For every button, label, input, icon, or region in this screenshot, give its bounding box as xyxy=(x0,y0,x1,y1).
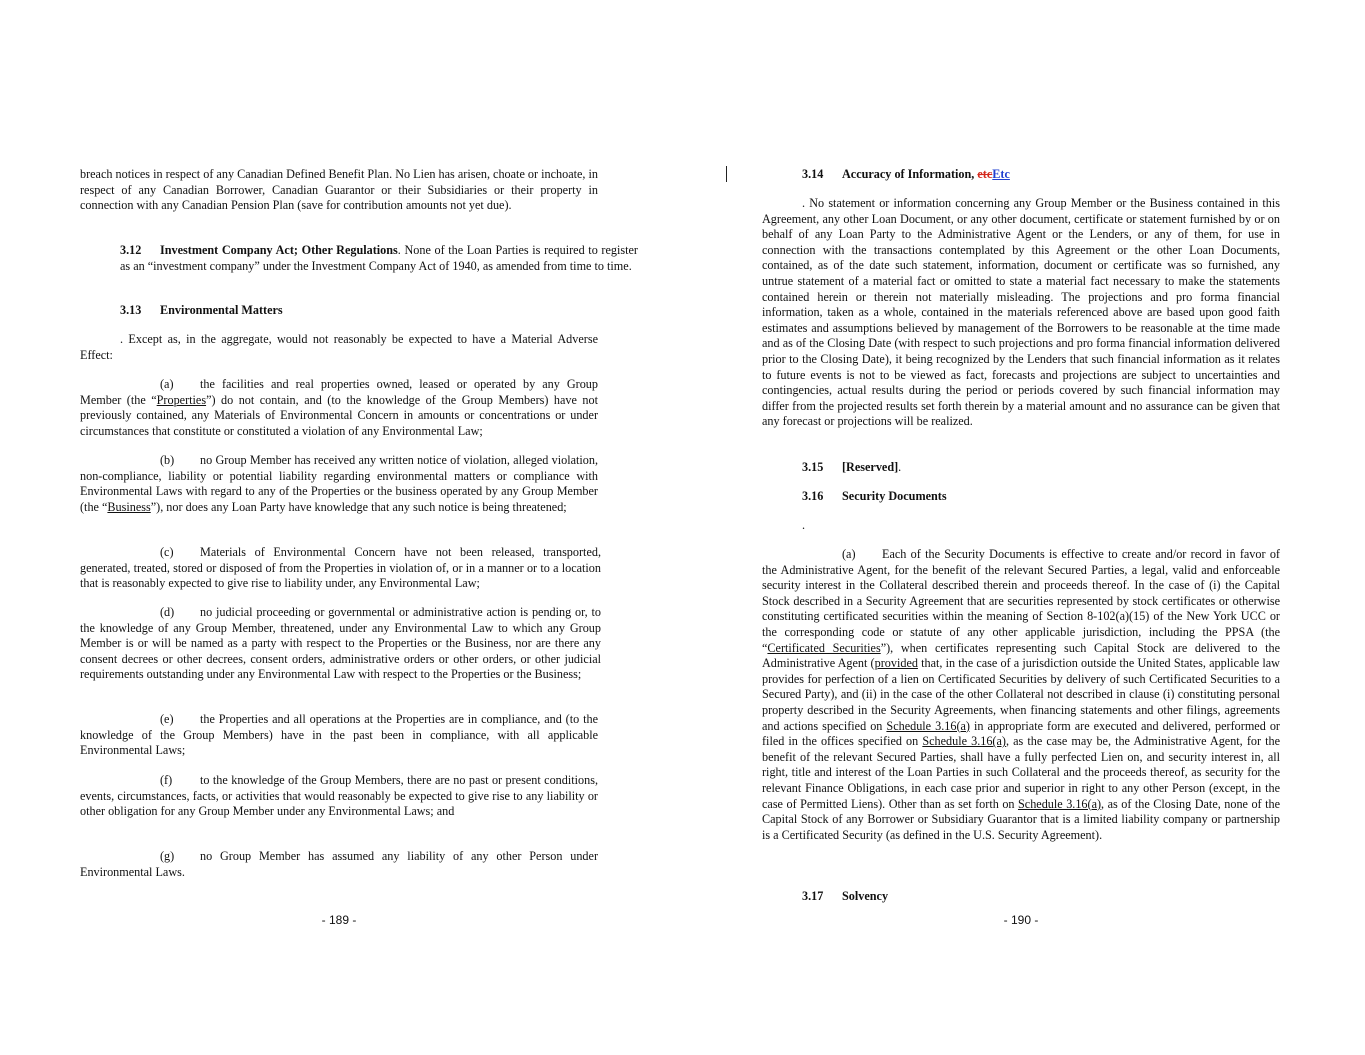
inserted-text-etc: Etc xyxy=(992,167,1010,181)
clause-3-16-a xyxy=(762,547,1280,843)
section-3-13-heading xyxy=(80,303,638,319)
section-3-16-number: 3.16 xyxy=(802,489,824,503)
schedule-reference: Schedule 3.16(a) xyxy=(886,718,970,733)
clause-a-text-cont: ”) do not contain, and (to the knowledge of the Group Members) have not previously contained, any Materials of Environmental Concern in amounts or concentrations or under circumstances that constitute or constituted a violation of any Environmental Law; xyxy=(80,392,598,438)
section-3-12-body: . None of the Loan Parties is required to register as an “investment company” under the Investment Company Act of 1940, as amended from time to time. xyxy=(120,243,638,273)
term-provided: provided xyxy=(874,656,918,671)
section-3-15-period: . xyxy=(898,460,902,474)
defined-term-certificated-securities: Certificated Securities xyxy=(767,640,881,655)
clause-f-marker: (f) xyxy=(160,773,173,787)
change-bar xyxy=(726,166,727,182)
defined-term-properties: Properties xyxy=(156,392,207,407)
section-3-12-title: Investment Company Act; Other Regulations xyxy=(160,243,398,257)
clause-g-marker: (g) xyxy=(160,849,175,863)
section-3-14-body: . No statement or information concerning any Group Member or the Business contained in this Agreement, any other Loan Document, or any other document, certificate or statement furnished by or on behalf of any Loan Party to the Administrative Agent or the Lenders, or any of them, for use in connection with the transactions contemplated by this Agreement or the other Loan Documents, contained, as of the date such statement, information, document or certificate was so furnished, any untrue statement of a material fact or omitted to state a material fact necessary to make the statements contained herein or therein not materially misleading. The projections and pro forma financial information, taken as a whole, contained in the materials referenced above are based upon good faith estimates and assumptions believed by management of the Borrowers to be reasonable at the time made and as of the Closing Date (with respect to such projections and pro forma financial information delivered prior to the Closing Date), it being recognized by the Lenders that such financial information as it relates to future events is not to be viewed as fact, forecasts and projections are subject to uncertainties and contingencies, actual results during the period or periods covered by such financial information may differ from the projected results set forth therein by a material amount and no assurance can be given that any forecast or projections will be realized. xyxy=(762,196,1280,429)
clause-3-16-a-text: Each of the Security Documents is effective to create and/or record in favor of the Administrative Agent, for the benefit of the relevant Secured Parties, a legal, valid and enforceable security interest in the Collateral described therein and proceeds thereof. In the case of (i) the Capital Stock described in a Security Agreement that are securities represented by stock certificates or otherwise constituting certificated securities within the meaning of Section 8-102(a)(15) of the New York UCC or the corresponding code or statute of any other applicable jurisdiction, including the PPSA (the “ xyxy=(762,547,1280,655)
clause-a xyxy=(80,377,598,439)
clause-g-text: no Group Member has assumed any liability of any other Person under Environmental Laws. xyxy=(80,849,598,879)
schedule-reference: Schedule 3.16(a) xyxy=(1018,796,1102,811)
deleted-text-etc: etc xyxy=(977,167,993,181)
section-3-15-heading xyxy=(762,460,1320,476)
section-3-17-title: Solvency xyxy=(842,889,889,903)
section-3-14-title: Accuracy of Information, xyxy=(842,167,978,181)
clause-b-text-cont: ”), nor does any Loan Party have knowledge that any such notice is being threatened; xyxy=(150,499,567,514)
clause-f-text: to the knowledge of the Group Members, there are no past or present conditions, events, circumstances, facts, or activities that would reasonably be expected to give rise to any liability or other obligation for any Group Member under any Environmental Laws; and xyxy=(80,773,598,819)
section-3-17-number: 3.17 xyxy=(802,889,824,903)
defined-term-business: Business xyxy=(107,499,151,514)
clause-b-text: no Group Member has received any written notice of violation, alleged violation, non-compliance, liability or potential liability regarding environmental matters or compliance with Environmental Laws with regard to any of the Properties or the business operated by any Group Member (the “ xyxy=(80,453,598,514)
section-3-13-lead: . Except as, in the aggregate, would not reasonably be expected to have a Material Adverse Effect: xyxy=(80,332,598,362)
section-3-16-dot: . xyxy=(802,518,806,532)
section-3-14-number: 3.14 xyxy=(802,167,824,181)
clause-3-16-a-text-4: in appropriate form are executed and delivered, performed or filed in the offices specified on xyxy=(762,718,1280,749)
clause-c-text: Materials of Environmental Concern have not been released, transported, generated, treated, stored or disposed of from the Properties in violation of, or in a manner or to a location that is reasonably expected to give rise to liability under, any Environmental Law; xyxy=(80,545,601,591)
clause-d-marker: (d) xyxy=(160,605,175,619)
clause-c-marker: (c) xyxy=(160,545,174,559)
section-3-12-number: 3.12 xyxy=(120,243,142,257)
clause-3-16-a-text-5: , as the case may be, the Administrative Agent, for the benefit of the relevant Secured Parties, shall have a fully perfected Lien on, and security interest in, all right, title and interest of the Loan Parties in such Collateral and the proceeds thereof, as security for the relevant Finance Obligations, in each case prior and superior in right to any other Person (except, in the case of Permitted Liens). Other than as set forth on xyxy=(762,734,1281,811)
clause-d xyxy=(80,605,601,683)
clause-e-text: the Properties and all operations at the Properties are in compliance, and (to the knowledge of the Group Members) have in the past been in compliance, with all applicable Environmental Laws; xyxy=(80,712,598,758)
page-190 xyxy=(762,0,1280,1055)
section-3-13-title: Environmental Matters xyxy=(160,303,283,317)
page-number: - 190 - xyxy=(1003,913,1039,927)
clause-e-marker: (e) xyxy=(160,712,174,726)
clause-c xyxy=(80,545,601,592)
section-3-16-heading xyxy=(762,489,1320,505)
clause-f xyxy=(80,773,598,820)
schedule-reference: Schedule 3.16(a) xyxy=(922,734,1006,749)
clause-b-marker: (b) xyxy=(160,453,175,467)
section-3-16-title: Security Documents xyxy=(842,489,947,503)
section-3-13-number: 3.13 xyxy=(120,303,142,317)
page-number: - 189 - xyxy=(321,913,357,927)
clause-a-marker: (a) xyxy=(160,377,174,391)
clause-b xyxy=(80,453,598,515)
section-3-12 xyxy=(80,243,638,274)
page-189 xyxy=(80,0,638,1055)
section-3-14-heading xyxy=(762,167,1320,183)
section-3-15-title: [Reserved] xyxy=(842,460,899,474)
clause-a-text: the facilities and real properties owned, leased or operated by any Group Member (the “ xyxy=(80,377,598,407)
clause-d-text: no judicial proceeding or governmental or administrative action is pending or, to the knowledge of any Group Member, threatened, under any Environmental Law to which any Group Member is or will be named as a party with respect to the Properties or the Business, nor are there any consent decrees or other decrees, consent orders, administrative orders or other orders, or other judicial requirements outstanding under any Environmental Law with respect to the Properties or the Business; xyxy=(80,605,601,682)
section-3-17-heading xyxy=(762,889,1320,905)
intro-paragraph: breach notices in respect of any Canadian Defined Benefit Plan. No Lien has arisen, choate or inchoate, in respect of any Canadian Borrower, Canadian Guarantor or their Subsidiaries or their property in connection with any Canadian Pension Plan (save for contribution amounts not yet due). xyxy=(80,167,598,213)
clause-g xyxy=(80,849,598,880)
section-3-15-number: 3.15 xyxy=(802,460,824,474)
clause-e xyxy=(80,712,598,759)
clause-3-16-a-text-2: ”), when certificates representing such Capital Stock are delivered to the Administrative Agent ( xyxy=(762,640,1280,671)
clause-3-16-a-text-3: that, in the case of a jurisdiction outside the United States, applicable law provides for perfection of a lien on Certificated Securities by delivery of such Certificated Securities to a Secured Party), and (ii) in the case of the other Collateral not described in clause (i) constituting personal property described in the Security Agreements, when financing statements and other filings, agreements and actions specified on xyxy=(762,656,1280,733)
clause-3-16-a-marker: (a) xyxy=(842,547,856,561)
clause-3-16-a-text-6: , as of the Closing Date, none of the Capital Stock of any Borrower or Subsidiary Guarantor that is a limited liability company or partnership is a Certificated Security (as defined in the U.S. Security Agreement). xyxy=(762,796,1281,842)
